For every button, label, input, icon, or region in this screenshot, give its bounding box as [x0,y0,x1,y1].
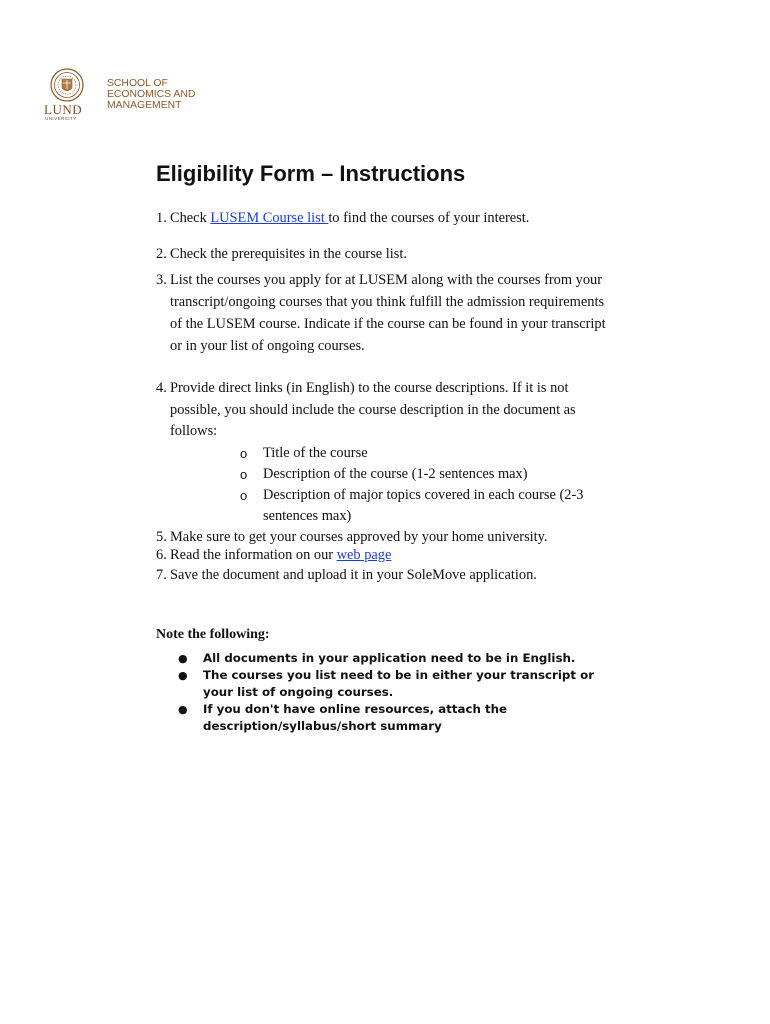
step-text: Read the information on our [170,547,337,563]
step-text-line: Provide direct links (in English) to the course descriptions. If it is not [170,380,569,396]
step-text-line: or in your list of ongoing courses. [170,338,365,354]
university-wordmark: LUND [44,102,83,117]
note-text: All documents in your application need to be in English. [203,651,576,665]
list-item [176,701,626,735]
step-7 [156,565,537,585]
school-name-line: MANAGEMENT [107,100,182,111]
bullet-icon: ● [178,669,188,682]
step-number: 6. [156,547,167,563]
step-number: 5. [156,529,167,545]
school-name-line: ECONOMICS AND [107,89,196,100]
page-title: Eligibility Form – Instructions [156,161,466,186]
course-description-sublist [225,443,625,527]
step-1 [156,207,529,229]
web-page-link[interactable]: web page [336,547,392,563]
note-list [176,650,626,735]
bullet-icon: ● [178,703,188,716]
bullet-icon: ● [178,652,188,665]
step-text: Make sure to get your courses approved by your home university. [170,529,548,545]
step-2 [156,243,407,265]
step-text: to find the courses of your interest. [328,210,530,226]
step-text: Save the document and upload it in your SoleMove application. [170,567,537,583]
step-3 [156,269,606,357]
step-number: 2. [156,246,167,262]
step-text-line: transcript/ongoing courses that you think fulfill the admission requirements [170,294,605,310]
step-text: Check [170,210,211,226]
step-text: Check the prerequisites in the course list. [170,246,407,262]
list-item [225,443,625,464]
step-text-line: of the LUSEM course. Indicate if the course can be found in your transcript [170,316,606,332]
lund-university-logo [44,66,92,124]
step-number: 7. [156,567,167,583]
school-name-line: SCHOOL OF [107,78,168,89]
note-text: If you don't have online resources, attach the description/syllabus/short summary [203,702,507,733]
step-number: 3. [156,272,167,288]
school-name [107,78,247,111]
step-text-line: follows: [170,423,218,439]
list-item [176,650,626,667]
step-5 [156,527,548,547]
sub-item-text: Description of major topics covered in each course (2-3 sentences max) [263,486,584,524]
step-6 [156,545,391,565]
hollow-bullet-icon: o [240,466,248,482]
list-item [225,485,625,527]
step-text-line: List the courses you apply for at LUSEM along with the courses from your [170,272,603,288]
step-number: 4. [156,380,167,396]
hollow-bullet-icon: o [240,445,248,461]
list-item [225,464,625,485]
hollow-bullet-icon: o [240,487,248,503]
note-heading: Note the following: [156,627,270,642]
university-subtitle: UNIVERSITY [45,116,77,121]
step-4 [156,378,625,527]
sub-item-text: Title of the course [263,444,368,461]
lusem-course-list-link[interactable]: LUSEM Course list [210,210,329,226]
step-number: 1. [156,210,167,226]
sub-item-text: Description of the course (1-2 sentences max) [263,465,528,482]
list-item [176,667,626,701]
note-text: The courses you list need to be in either your transcript or your list of ongoing courses. [203,668,595,699]
university-seal-icon [50,68,84,102]
step-text-line: possible, you should include the course description in the document as [170,401,576,418]
